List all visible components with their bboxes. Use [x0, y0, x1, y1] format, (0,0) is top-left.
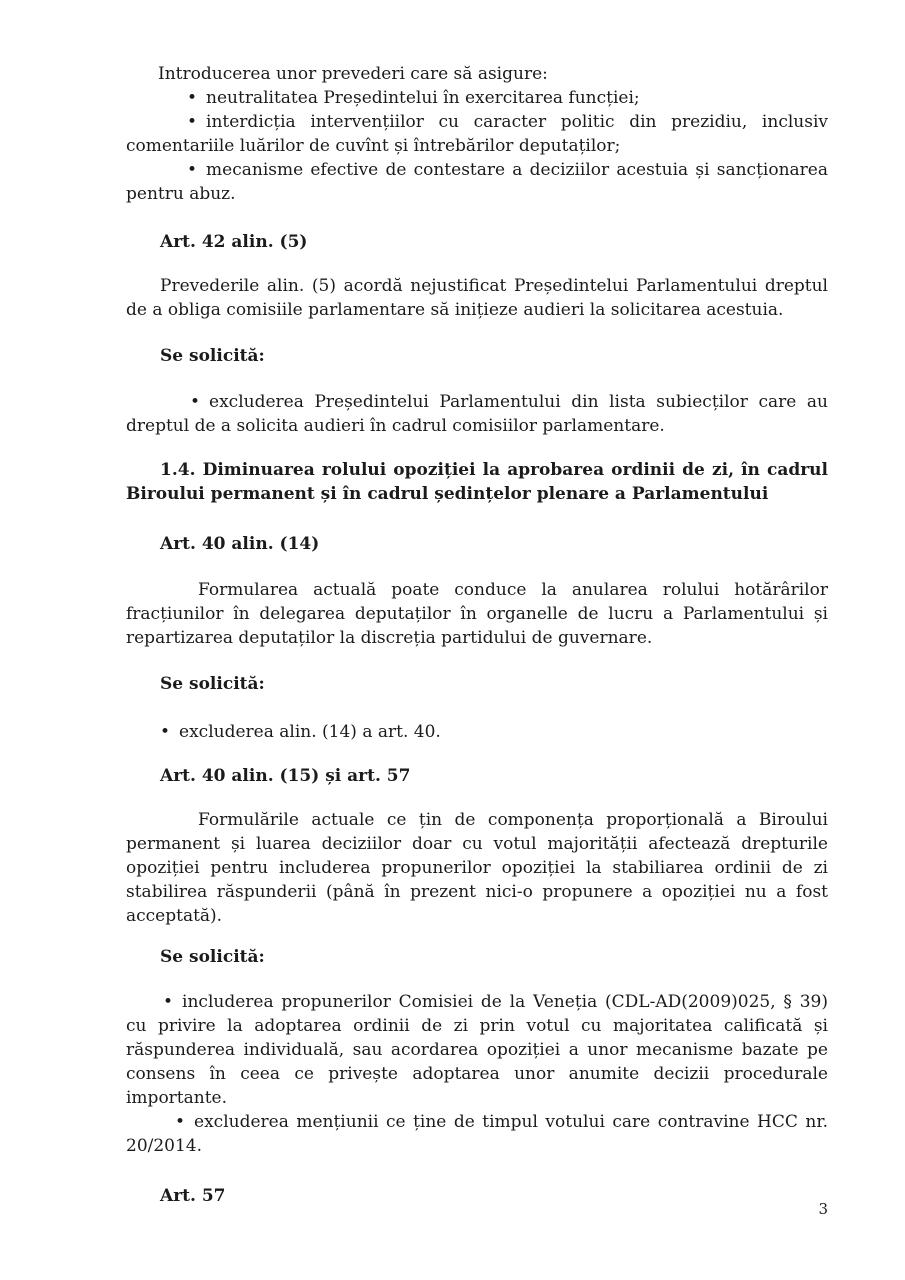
list-item — [126, 110, 828, 158]
list-item — [126, 720, 828, 744]
article-heading-art40-14: Art. 40 alin. (14) — [160, 534, 320, 554]
article-body-art40-14: Formularea actuală poate conduce la anularea rolului hotărârilor fracțiunilor în delegarea deputaților în organelle de lucru a Parlamentului și repartizarea deputaților la discreția partidului de guvernare. — [126, 580, 828, 648]
article-heading-art57: Art. 57 — [160, 1186, 226, 1206]
list-item-text: excluderea mențiunii ce ține de timpul votului care contravine HCC nr. 20/2014. — [126, 1112, 828, 1156]
bullet-icon: • — [187, 160, 198, 180]
request-label: Se solicită: — [160, 947, 265, 967]
list-item — [126, 1110, 828, 1158]
list-item-text: excluderea Președintelui Parlamentului din lista subiecților care au dreptul de a solicita audieri în cadrul comisiilor parlamentare. — [126, 392, 828, 436]
bullet-icon: • — [187, 112, 198, 132]
request-label: Se solicită: — [160, 346, 265, 366]
bullet-icon: • — [175, 1112, 186, 1132]
bullet-icon: • — [190, 392, 201, 412]
bullet-icon: • — [187, 88, 198, 108]
list-item — [126, 86, 828, 110]
section-heading-1-4: 1.4. Diminuarea rolului opoziției la aprobarea ordinii de zi, în cadrul Biroului permanent și în cadrul ședințelor plenare a Parlamentului — [126, 460, 828, 504]
bullet-icon: • — [160, 722, 171, 742]
list-item-text: mecanisme efective de contestare a deciziilor acestuia și sancționarea pentru abuz. — [126, 160, 828, 204]
list-item-text: neutralitatea Președintelui în exercitarea funcției; — [206, 88, 640, 108]
list-item-text: excluderea alin. (14) a art. 40. — [179, 722, 441, 742]
page-number: 3 — [818, 1200, 828, 1218]
list-item — [126, 390, 828, 438]
list-item — [126, 990, 828, 1110]
article-heading-art42: Art. 42 alin. (5) — [160, 232, 308, 252]
article-heading-art40-15-57: Art. 40 alin. (15) și art. 57 — [160, 766, 411, 786]
intro-paragraph: Introducerea unor prevederi care să asigure: — [158, 64, 548, 84]
list-item-text: interdicția intervențiilor cu caracter politic din prezidiu, inclusiv comentariile luărilor de cuvînt și întrebărilor deputaților; — [126, 112, 828, 156]
article-body-art40-15-57: Formulările actuale ce țin de componența proporțională a Biroului permanent și luarea deciziilor doar cu votul majorității afectează drepturile opoziției pentru includerea propunerilor opoziției la stabiliarea ordinii de zi stabilirea răspunderii (până în prezent nici-o propunere a opoziției nu a fost acceptată). — [126, 810, 828, 926]
list-item — [126, 158, 828, 206]
list-item-text: includerea propunerilor Comisiei de la Veneția (CDL-AD(2009)025, § 39) cu privire la adoptarea ordinii de zi prin votul cu majoritatea calificată și răspunderea individuală, sau acordarea opoziției a unor mecanisme bazate pe consens în ceea ce privește adoptarea unor anumite decizii procedurale importante. — [126, 992, 828, 1108]
request-label: Se solicită: — [160, 674, 265, 694]
bullet-icon: • — [163, 992, 174, 1012]
article-body-art42: Prevederile alin. (5) acordă nejustificat Președintelui Parlamentului dreptul de a obliga comisiile parlamentare să inițieze audieri la solicitarea acestuia. — [126, 276, 828, 320]
